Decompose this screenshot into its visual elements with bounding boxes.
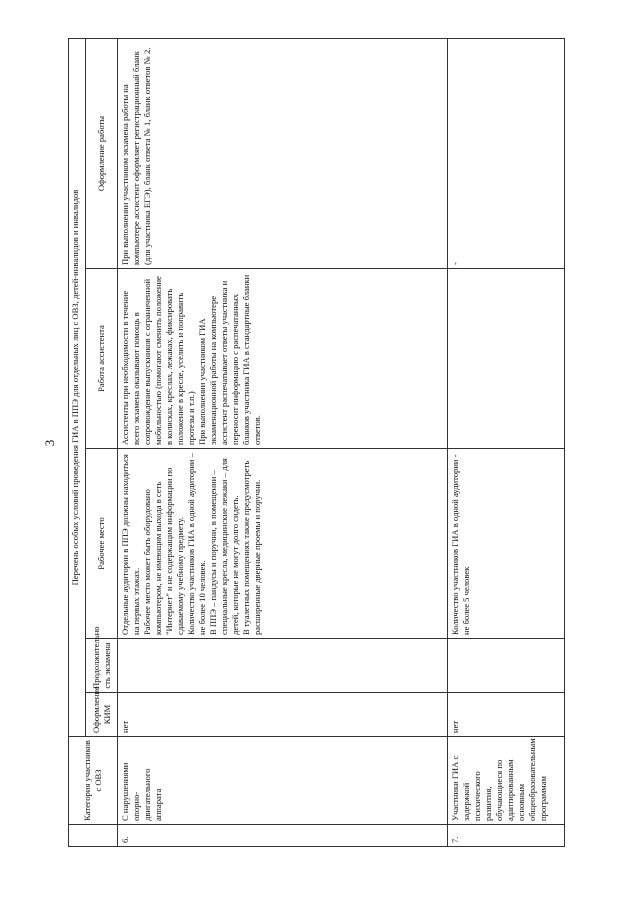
row-workplace: Отдельные аудитории в ППЭ должны находиться на первых этажах. Рабочее место может быть оборудовано компьютером, не имеющим выхода в сеть "Интернет" и не содержащим информации по сдаваемому учебному предмету. Количество участников ГИА в одной аудитории – не более 10 человек. В ППЭ – пандусы и поручни, в помещении – специальные кресла, медицинские лежаки – для детей, которые не могут долго сидеть. В туалетных помещениях также предусмотреть расширенные дверные проемы и поручни. (118, 449, 448, 639)
row-category: Участники ГИА с задержкой психического развития, обучающиеся по адаптированным основным общеобразовательным программам (448, 737, 565, 825)
row-assistant (448, 269, 565, 449)
row-formatting: При выполнении участником экзамена работы на компьютере ассистент оформляет регистрационный бланк (для участника ЕГЭ), бланк ответа № 1, бланк ответов № 2. (118, 38, 448, 268)
table-row (448, 38, 565, 846)
header-duration: Продолжительно сть экзамена (86, 639, 118, 693)
page-number: 3 (42, 439, 57, 447)
row-assistant: Ассистенты при необходимости в течение всего экзамена оказывают помощь в сопровождение выпускников с ограниченной мобильностью (помогают сменить положение в колясках, креслах, лежаках, фиксировать положение в кресле, уселить и поправить протезы и т.п.) При выполнении участником ГИА экзаменационной работы на компьютере ассистент распечатывает ответы участника и переносит информацию с распечатанных бланков участника ГИА в стандартные бланки ответов. (118, 269, 448, 449)
header-workplace: Рабочее место (86, 449, 118, 639)
row-category: С нарушениями опорно-двигательного аппарата (118, 737, 448, 825)
row-duration (118, 639, 448, 693)
table-row (118, 38, 448, 846)
conditions-table (68, 38, 565, 847)
row-kim: нет (448, 693, 565, 737)
header-assistant: Работа ассистента (86, 269, 118, 449)
header-formatting: Оформление работы (86, 38, 118, 268)
table-title: Перечень особых условий проведения ГИА в ППЭ для отдельных лиц с ОВЗ, детей-инвалидов и инвалидов (69, 38, 86, 736)
row-num: 7. (448, 825, 565, 847)
row-duration (448, 639, 565, 693)
rotated-page (68, 39, 565, 847)
row-num: 6. (118, 825, 448, 847)
header-kim: Оформление КИМ (86, 693, 118, 737)
row-formatting: - (448, 38, 565, 268)
header-category: Категория участников с ОВЗ (69, 737, 118, 825)
row-kim: нет (118, 693, 448, 737)
row-workplace: Количество участников ГИА в одной аудитории - не более 5 человек (448, 449, 565, 639)
header-num (69, 825, 118, 847)
